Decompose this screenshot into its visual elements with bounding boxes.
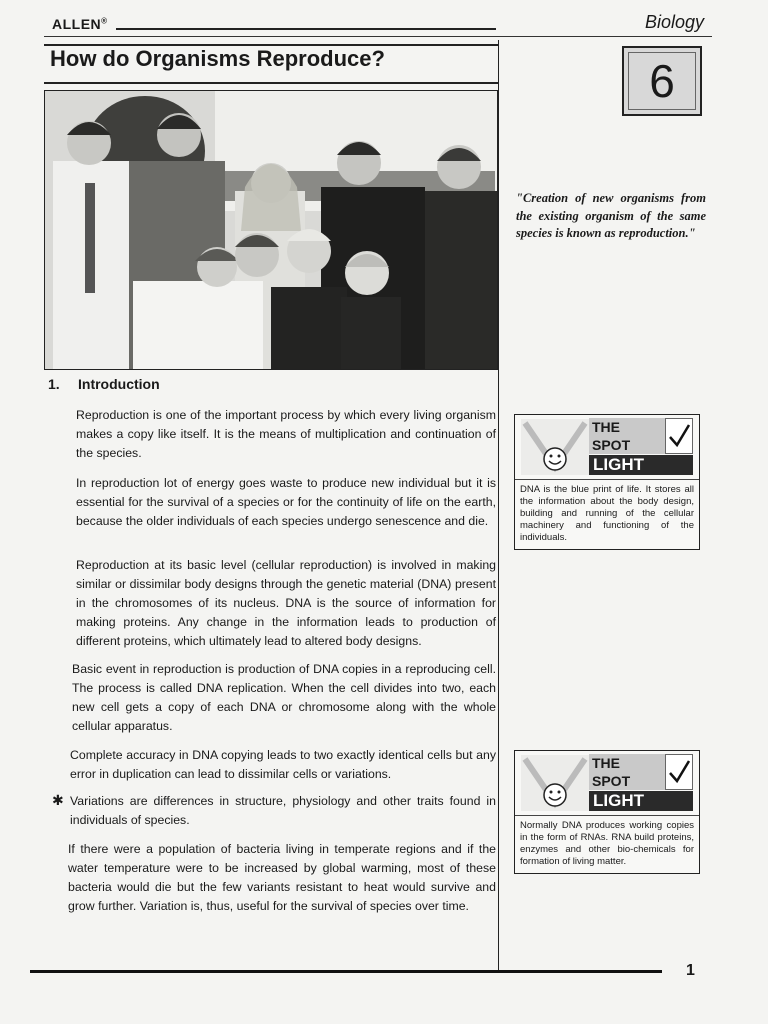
- checkmark-icon: [665, 418, 693, 454]
- definition-quote: "Creation of new organisms from the existing organism of the same species is known as reproduction.": [516, 191, 706, 240]
- spotlight-text: DNA is the blue print of life. It stores all the information about the body design, building and running of the cellular machinery and functioning of the individuals.: [520, 484, 694, 543]
- section-number: 1.: [48, 376, 60, 392]
- paragraph-3: Reproduction at its basic level (cellular reproduction) is involved in making similar or dissimilar body designs through the genetic material (DNA) present in the chromosomes of its nucleus. DNA is the source of information for making proteins. Any change in the information leads to production of different proteins, which ultimately lead to altered body designs.: [76, 558, 496, 648]
- top-rule: [44, 36, 712, 37]
- page-number: 1: [686, 962, 695, 979]
- paragraph-2: In reproduction lot of energy goes waste to produce new individual but it is essential for the survival of a species or for the continuity of life on the earth, because the older individuals of each species undergo senescence and die.: [76, 476, 496, 528]
- asterisk-mark-icon: ✱: [52, 792, 64, 808]
- brand-logo: ALLEN®: [52, 16, 108, 32]
- spotlight-light: LIGHT: [589, 455, 693, 475]
- paragraph-7: If there were a population of bacteria living in temperate regions and if the water temperature were to be increased by global warming, most of these bacteria would die but the few variants resistant to heat would survive and grow further. Variation is, thus, useful for the survival of species over time.: [68, 842, 496, 913]
- spotlight-the: THE: [589, 754, 668, 772]
- spotlight-box-2: [514, 750, 700, 874]
- family-photo: [44, 90, 498, 370]
- spotlight-spot: SPOT: [589, 436, 668, 454]
- chapter-number: 6: [649, 55, 675, 107]
- subject-label: Biology: [644, 12, 704, 32]
- section-title: Introduction: [78, 376, 160, 392]
- header-rule: [116, 28, 496, 30]
- paragraph-4: Basic event in reproduction is production of DNA copies in a reproducing cell. The process is called DNA replication. When the cell divides into two, each new cell gets a copy of each DNA or chromosome along with the whole cellular apparatus.: [72, 662, 496, 733]
- chapter-number-box: [622, 46, 702, 116]
- smiley-icon: [521, 419, 589, 475]
- checkmark-icon: [665, 754, 693, 790]
- paragraph-1: Reproduction is one of the important process by which every living organism makes a copy like itself. It is the means of multiplication and continuation of the species.: [76, 408, 496, 460]
- spotlight-light: LIGHT: [589, 791, 693, 811]
- paragraph-6: Variations are differences in structure, physiology and other traits found in individuals of species.: [70, 794, 496, 827]
- spotlight-text: Normally DNA produces working copies in the form of RNAs. RNA build proteins, enzymes and other bio-chemicals for formation of living matter.: [520, 820, 694, 867]
- title-rule-bottom: [44, 82, 498, 84]
- spotlight-box-1: [514, 414, 700, 550]
- smiley-icon: [521, 755, 589, 811]
- spotlight-header: [515, 751, 699, 816]
- footer-rule: [30, 970, 662, 973]
- column-divider: [498, 40, 499, 970]
- spotlight-header: [515, 415, 699, 480]
- chapter-title: How do Organisms Reproduce?: [50, 46, 385, 71]
- paragraph-5: Complete accuracy in DNA copying leads to two exactly identical cells but any error in duplication can lead to dissimilar cells or variations.: [70, 748, 496, 781]
- spotlight-spot: SPOT: [589, 772, 668, 790]
- spotlight-the: THE: [589, 418, 668, 436]
- family-photo-image: [45, 91, 497, 369]
